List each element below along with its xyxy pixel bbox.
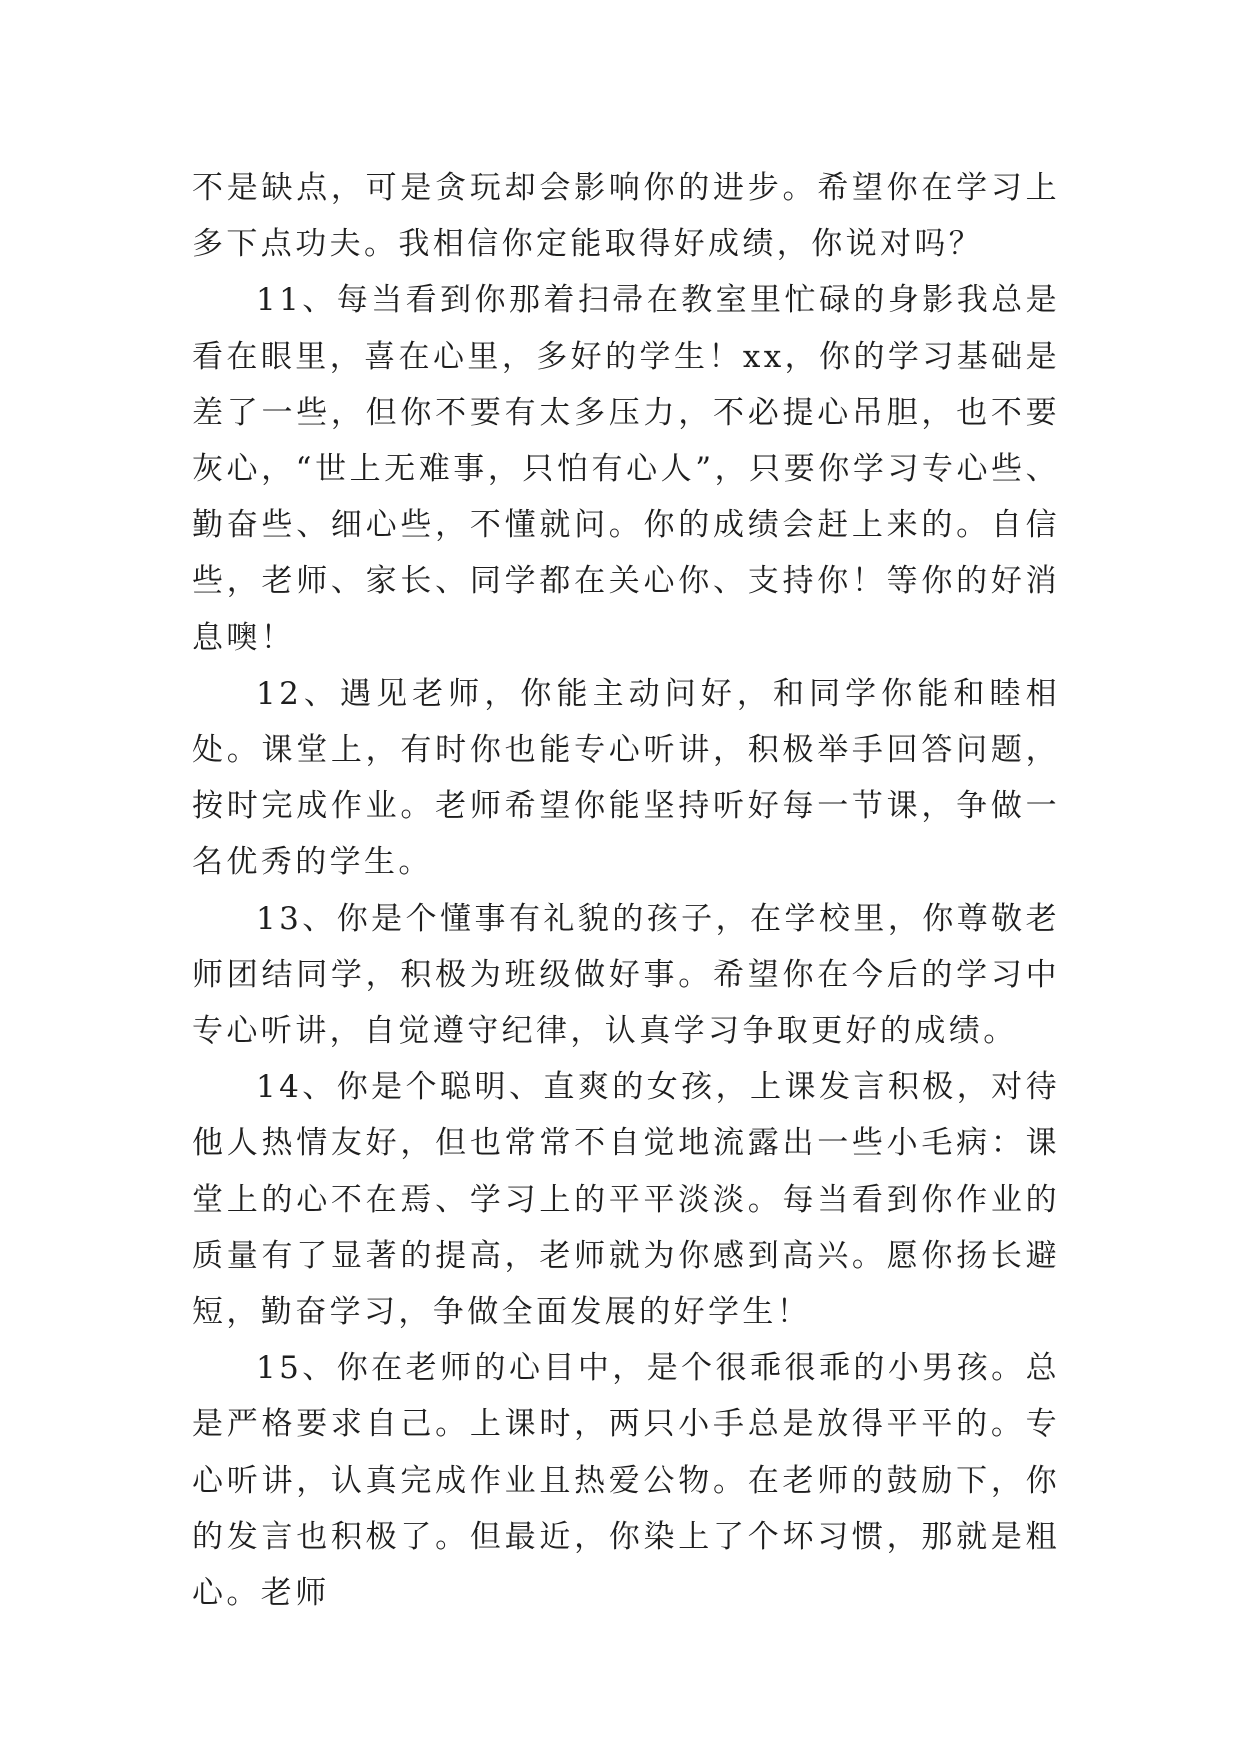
paragraph-continuation: 不是缺点，可是贪玩却会影响你的进步。希望你在学习上多下点功夫。我相信你定能取得好成绩，你说对吗？ <box>192 170 1060 263</box>
paragraph-item-15: 15、你在老师的心目中，是个很乖很乖的小男孩。总是严格要求自己。上课时，两只小手总是放得平平的。专心听讲，认真完成作业且热爱公物。在老师的鼓励下，你的发言也积极了。但最近，你染上了个坏习惯，那就是粗心。老师 <box>192 1350 1060 1612</box>
paragraph-item-12: 12、遇见老师，你能主动问好，和同学你能和睦相处。课堂上，有时你也能专心听讲，积极举手回答问题，按时完成作业。老师希望你能坚持听好每一节课，争做一名优秀的学生。 <box>192 675 1060 881</box>
paragraph-item-13: 13、你是个懂事有礼貌的孩子，在学校里，你尊敬老师团结同学，积极为班级做好事。希望你在今后的学习中专心听讲，自觉遵守纪律，认真学习争取更好的成绩。 <box>192 900 1060 1050</box>
document-body <box>192 160 1060 1621</box>
paragraph-item-11: 11、每当看到你那着扫帚在教室里忙碌的身影我总是看在眼里，喜在心里，多好的学生！xx，你的学习基础是差了一些，但你不要有太多压力，不必提心吊胆，也不要灰心，“世上无难事，只怕有心人”，只要你学习专心些、勤奋些、细心些，不懂就问。你的成绩会赶上来的。自信些，老师、家长、同学都在关心你、支持你！等你的好消息噢！ <box>192 282 1060 656</box>
paragraph-item-14: 14、你是个聪明、直爽的女孩，上课发言积极，对待他人热情友好，但也常常不自觉地流露出一些小毛病：课堂上的心不在焉、学习上的平平淡淡。每当看到你作业的质量有了显著的提高，老师就为你感到高兴。愿你扬长避短，勤奋学习，争做全面发展的好学生！ <box>192 1069 1060 1331</box>
